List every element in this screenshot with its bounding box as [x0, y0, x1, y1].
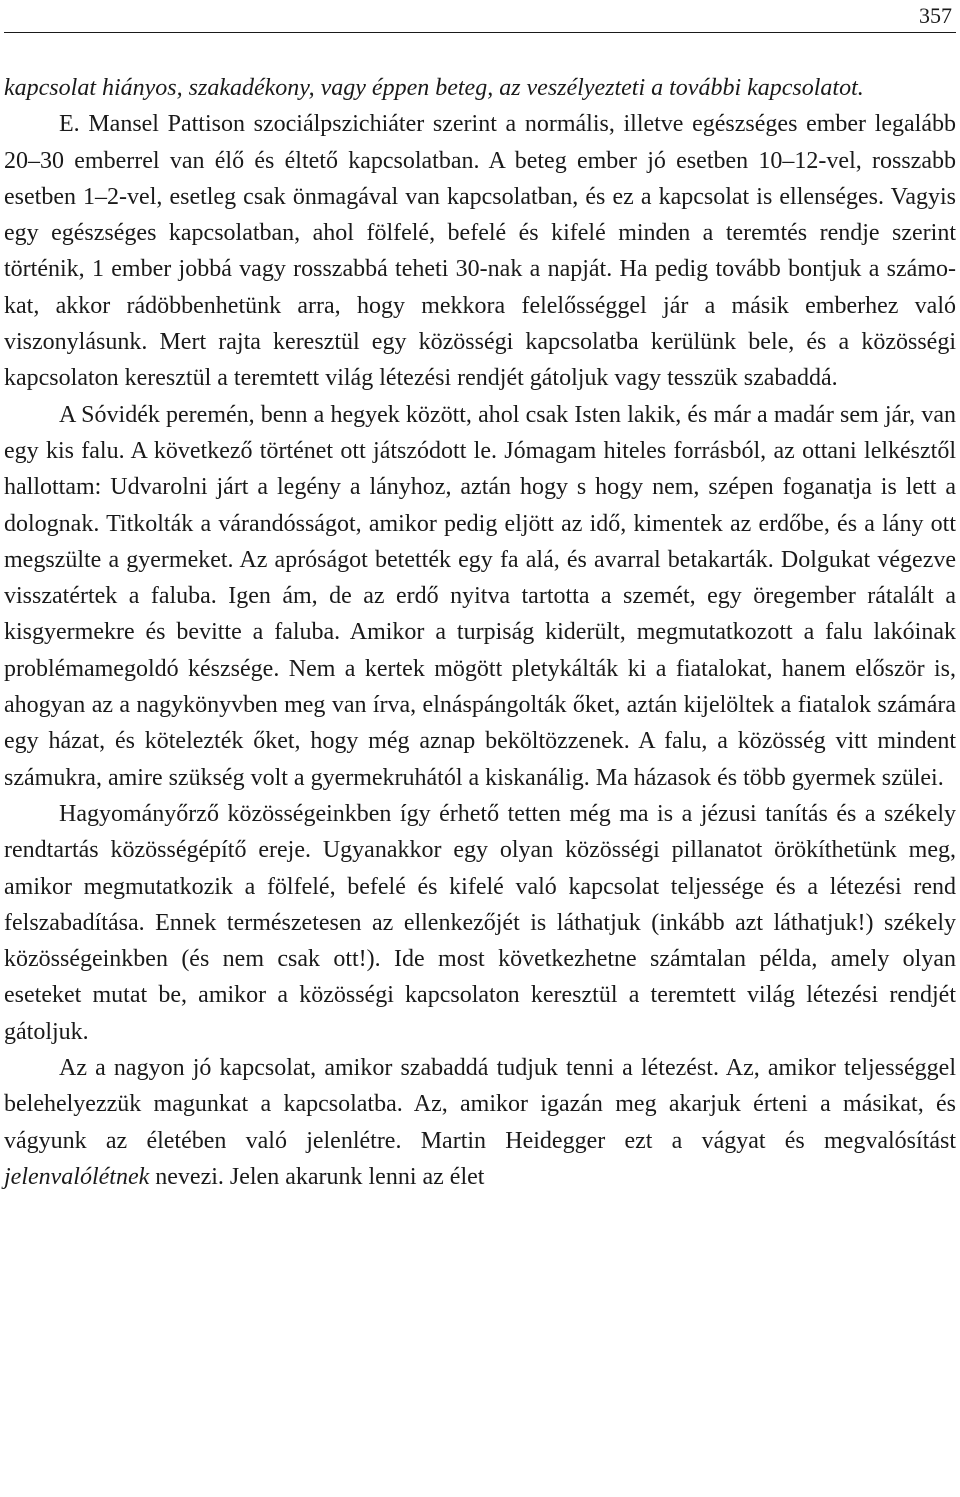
- page-number: 357: [919, 3, 952, 28]
- paragraph-heidegger-part-2: nevezi. Jelen akarunk lenni az élet: [149, 1163, 485, 1190]
- paragraph-heidegger: [4, 1050, 956, 1195]
- header-rule: [4, 32, 956, 33]
- paragraph-pattison: E. Mansel Pattison szociálpszichiáter szerint a normális, illetve egészséges ember legalább 20–30 emberrel van élő és éltető kapcsolatban. A beteg ember jó esetben 10–12-vel, rosszabb esetben 1–2-vel, esetleg csak önmagával van kapcsolatban, és ez a kapcsolat is ellenséges. Vagyis egy egészséges kapcsolatban, ahol fölfelé, befelé és kifelé minden a teremtés rendje szerint történik, 1 ember jobbá vagy rosszabbá teheti 30-nak a napját. Ha pedig tovább bontjuk a számokat, akkor rádöbbenhetünk arra, hogy mekkora felelősséggel jár a másik emberhez való viszonylásunk. Mert rajta keresztül egy közösségi kapcsolatba kerülünk bele, és a közösségi kapcsolaton keresztül a teremtett világ létezési rendjét gátoljuk vagy tesszük szabaddá.: [4, 111, 956, 392]
- paragraph-heidegger-part-1: Az a nagyon jó kapcsolat, amikor szabaddá tudjuk tenni a létezést. Az, amikor teljességgel belehelyezzük magunkat a kapcsolatba. Az, amikor igazán meg akarjuk érteni a másikat, és vágyunk az életében való jelenlétre. Martin Heidegger ezt a vágyat és megvalósítást: [4, 1055, 956, 1154]
- paragraph-continuation: kapcsolat hiányos, szakadékony, vagy éppen beteg, az veszélyezteti a további kapcsolatot.: [4, 75, 864, 101]
- paragraph-hagyomanyorzo: Hagyományőrző közösségeinkben így érhető tetten még ma is a jézusi tanítás és a székely rendtartás közösségépítő ereje. Ugyanakkor egy olyan közösségi pillanatot örökíthetünk meg, amikor megmutatkozik a fölfelé, befelé és kifelé való kapcsolat teljessége és a létezési rend felszabadítása. Ennek természetesen az ellenkezőjét is láthatjuk (inkább azt láthatjuk!) székely közösségeinkben (és nem csak ott!). Ide most következhetne számtalan példa, amely olyan eseteket mutat be, amikor a közösségi kapcsolaton keresztül a teremtett világ létezési rendjét gátoljuk.: [4, 800, 956, 1045]
- paragraph-sovidek-story: A Sóvidék peremén, benn a hegyek között, ahol csak Isten lakik, és már a madár sem jár, van egy kis falu. A következő történet ott játszódott le. Jómagam hiteles forrásból, az ottani lelkésztől hallottam: Udvarolni járt a legény a lányhoz, aztán hogy s hogy nem, szépen foganatja is lett a dolognak. Titkolták a várandósságot, amikor pedig eljött az idő, kimentek az erdőbe, és a lány ott megszülte a gyermeket. Az apróságot betették egy fa alá, és avarral betakarták. Dolgukat végezve visszatértek a faluba. Igen ám, de az erdő nyitva tartotta a szemét, egy öregember rátalált a kisgyermekre és bevitte a faluba. Amikor a turpiság kiderült, megmutatkozott a falu lakóinak problémamegoldó készsége. Nem a kertek mögött pletykálták ki a fiatalokat, hanem először is, ahogyan az a nagykönyvben meg van írva, elnáspángolták őket, aztán kijelöltek a fiatalok számára egy házat, és kötelezték őket, hogy még aznap beköltözzenek. A falu, a közösség vitt mindent számukra, amire szükség volt a gyermekruhától a kiskanálig. Ma házasok és több gyermek szülei.: [4, 401, 956, 791]
- term-jelenvaloletnek: jelenvalólétnek: [4, 1163, 150, 1190]
- text-body: [4, 70, 956, 1195]
